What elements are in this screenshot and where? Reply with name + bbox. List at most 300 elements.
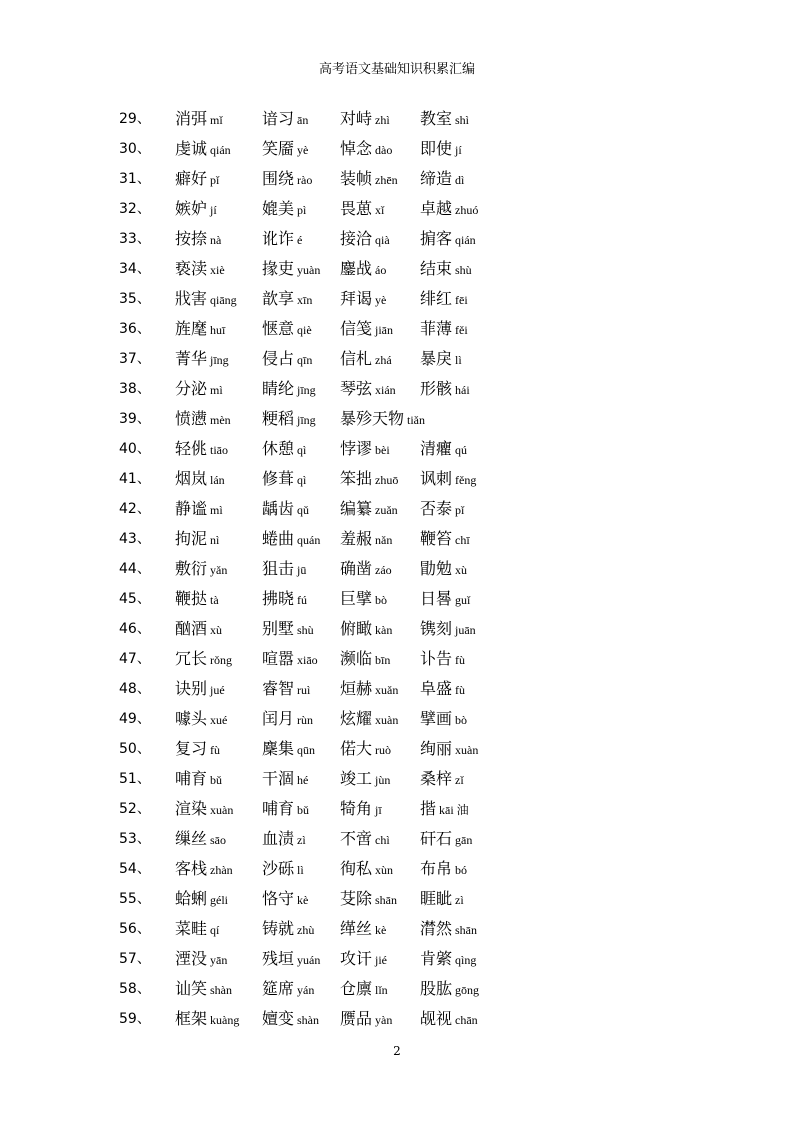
word-entry bbox=[175, 826, 226, 849]
word: 狙击 bbox=[262, 559, 295, 578]
word-entry bbox=[175, 406, 231, 429]
word: 畏葸 bbox=[340, 199, 373, 218]
word-entry bbox=[175, 736, 220, 759]
word-entry bbox=[340, 376, 396, 399]
word: 别墅 bbox=[262, 619, 295, 638]
word: 偌大 bbox=[340, 739, 373, 758]
pinyin: jí bbox=[210, 203, 217, 217]
word: 悖谬 bbox=[340, 439, 373, 458]
word: 巨擘 bbox=[340, 589, 373, 608]
list-item bbox=[0, 524, 794, 554]
word: 编纂 bbox=[340, 499, 373, 518]
word-entry bbox=[340, 526, 392, 549]
pinyin: pǐ bbox=[210, 173, 220, 187]
list-item bbox=[0, 284, 794, 314]
item-number: 55、 bbox=[119, 891, 151, 907]
word: 菲薄 bbox=[420, 319, 453, 338]
word: 讽刺 bbox=[420, 469, 453, 488]
word-entry bbox=[340, 766, 390, 789]
word-entry bbox=[420, 466, 476, 489]
item-number: 52、 bbox=[119, 801, 151, 817]
list-item bbox=[0, 164, 794, 194]
word-entry bbox=[420, 256, 472, 279]
pinyin: tiāo bbox=[210, 443, 229, 457]
pinyin: áo bbox=[375, 263, 387, 277]
word: 媲美 bbox=[262, 199, 295, 218]
word: 嫉妒 bbox=[175, 199, 208, 218]
word: 笑靥 bbox=[262, 139, 295, 158]
pinyin: qián bbox=[455, 233, 476, 247]
word: 休憩 bbox=[262, 439, 295, 458]
pinyin: guǐ bbox=[455, 593, 471, 607]
word-entry bbox=[262, 496, 309, 519]
pinyin: fěi bbox=[455, 323, 468, 337]
word-entry bbox=[420, 946, 476, 969]
pinyin: zhì bbox=[375, 113, 390, 127]
pinyin: tiǎn bbox=[407, 413, 426, 427]
word-entry bbox=[340, 826, 390, 849]
word-entry bbox=[175, 196, 217, 219]
word: 鞭挞 bbox=[175, 589, 208, 608]
pinyin: qì bbox=[297, 443, 307, 457]
word-entry bbox=[420, 316, 468, 339]
word: 教室 bbox=[420, 109, 453, 128]
pinyin: shù bbox=[297, 623, 314, 637]
pinyin: é bbox=[297, 233, 303, 247]
pinyin: quán bbox=[297, 533, 321, 547]
word: 消弭 bbox=[175, 109, 208, 128]
word-entry bbox=[175, 586, 219, 609]
word-entry bbox=[420, 916, 477, 939]
word: 鏖战 bbox=[340, 259, 373, 278]
pinyin: shān bbox=[375, 893, 398, 907]
word-entry bbox=[420, 286, 468, 309]
pinyin: ruì bbox=[297, 683, 311, 697]
pinyin: lì bbox=[297, 863, 304, 877]
item-number: 39、 bbox=[119, 411, 151, 427]
word: 确凿 bbox=[340, 559, 373, 578]
word-entry bbox=[262, 556, 306, 579]
pinyin: kè bbox=[375, 923, 387, 937]
list-item bbox=[0, 944, 794, 974]
word-entry bbox=[420, 676, 465, 699]
list-item bbox=[0, 854, 794, 884]
word-entry bbox=[420, 226, 476, 249]
word: 惬意 bbox=[262, 319, 295, 338]
word: 复习 bbox=[175, 739, 208, 758]
pinyin: fù bbox=[455, 683, 466, 697]
word: 按捺 bbox=[175, 229, 208, 248]
word: 讹诈 bbox=[262, 229, 295, 248]
word-entry bbox=[262, 286, 312, 309]
list-item bbox=[0, 134, 794, 164]
pinyin: jiān bbox=[375, 323, 394, 337]
word: 即使 bbox=[420, 139, 453, 158]
word-entry bbox=[340, 316, 393, 339]
word: 绚丽 bbox=[420, 739, 453, 758]
word-entry bbox=[340, 166, 398, 189]
pinyin: zǐ bbox=[455, 773, 464, 787]
item-number: 41、 bbox=[119, 471, 151, 487]
pinyin: lǐn bbox=[375, 983, 388, 997]
list-item bbox=[0, 104, 794, 134]
pinyin: xuàn bbox=[375, 713, 399, 727]
pinyin: qìng bbox=[455, 953, 477, 967]
word: 戕害 bbox=[175, 289, 208, 308]
pinyin: lán bbox=[210, 473, 225, 487]
vocab-list bbox=[0, 104, 794, 1034]
list-item bbox=[0, 674, 794, 704]
pinyin: fù bbox=[210, 743, 221, 757]
word-entry bbox=[175, 916, 219, 939]
pinyin: fú bbox=[297, 593, 308, 607]
word: 蛤蜊 bbox=[175, 889, 208, 908]
list-item bbox=[0, 224, 794, 254]
pinyin: qūn bbox=[297, 743, 316, 757]
list-item bbox=[0, 584, 794, 614]
pinyin: xiè bbox=[210, 263, 225, 277]
pinyin: gōng bbox=[455, 983, 480, 997]
list-item bbox=[0, 434, 794, 464]
word: 拘泥 bbox=[175, 529, 208, 548]
item-number: 29、 bbox=[119, 111, 151, 127]
word-entry bbox=[175, 646, 232, 669]
word-entry bbox=[262, 916, 314, 939]
word: 干涸 bbox=[262, 769, 295, 788]
word-entry bbox=[262, 196, 306, 219]
pinyin: juān bbox=[455, 623, 476, 637]
word: 暴殄天物 bbox=[340, 409, 405, 428]
word: 徇私 bbox=[340, 859, 373, 878]
pinyin: gān bbox=[455, 833, 473, 847]
item-number: 48、 bbox=[119, 681, 151, 697]
pinyin: xuàn bbox=[210, 803, 234, 817]
pinyin: zuǎn bbox=[375, 503, 398, 517]
pinyin: qià bbox=[375, 233, 390, 247]
pinyin: xù bbox=[455, 563, 468, 577]
word-entry bbox=[262, 346, 312, 369]
word: 装帧 bbox=[340, 169, 373, 188]
pinyin: géli bbox=[210, 893, 229, 907]
word: 亵渎 bbox=[175, 259, 208, 278]
word-entry bbox=[262, 526, 320, 549]
pinyin: nà bbox=[210, 233, 222, 247]
word-entry bbox=[262, 226, 302, 249]
word: 缔造 bbox=[420, 169, 453, 188]
word: 缂丝 bbox=[340, 919, 373, 938]
list-item bbox=[0, 734, 794, 764]
word: 濒临 bbox=[340, 649, 373, 668]
word-entry bbox=[420, 346, 462, 369]
pinyin: jīng bbox=[297, 413, 316, 427]
word-entry bbox=[262, 586, 307, 609]
word: 敷衍 bbox=[175, 559, 208, 578]
word-entry bbox=[262, 256, 320, 279]
item-number: 59、 bbox=[119, 1011, 151, 1027]
word-entry bbox=[262, 436, 306, 459]
pinyin: qì bbox=[297, 473, 307, 487]
item-number: 51、 bbox=[119, 771, 151, 787]
word: 静谧 bbox=[175, 499, 208, 518]
word: 嬗变 bbox=[262, 1009, 295, 1028]
item-number: 37、 bbox=[119, 351, 151, 367]
word-entry bbox=[262, 826, 306, 849]
word-entry bbox=[340, 946, 387, 969]
pinyin: kàn bbox=[375, 623, 393, 637]
pinyin: qián bbox=[210, 143, 231, 157]
word: 掾吏 bbox=[262, 259, 295, 278]
list-item bbox=[0, 884, 794, 914]
pinyin: zhàn bbox=[210, 863, 233, 877]
word: 睿智 bbox=[262, 679, 295, 698]
word-entry bbox=[175, 376, 223, 399]
word: 潸然 bbox=[420, 919, 453, 938]
word-entry bbox=[420, 736, 478, 759]
word-entry bbox=[175, 616, 222, 639]
pinyin: dì bbox=[455, 173, 465, 187]
word-entry bbox=[420, 886, 464, 909]
word: 虔诚 bbox=[175, 139, 208, 158]
pinyin: yuàn bbox=[297, 263, 321, 277]
word: 擘画 bbox=[420, 709, 453, 728]
word-entry bbox=[175, 856, 233, 879]
word: 对峙 bbox=[340, 109, 373, 128]
word-entry bbox=[340, 136, 392, 159]
pinyin: mì bbox=[210, 503, 223, 517]
word: 冗长 bbox=[175, 649, 208, 668]
pinyin: yuán bbox=[297, 953, 321, 967]
word: 掮客 bbox=[420, 229, 453, 248]
pinyin: chān bbox=[455, 1013, 478, 1027]
item-number: 40、 bbox=[119, 441, 151, 457]
word-entry bbox=[175, 796, 233, 819]
word: 喧嚣 bbox=[262, 649, 295, 668]
list-item bbox=[0, 194, 794, 224]
pinyin: shàn bbox=[297, 1013, 320, 1027]
word: 酗酒 bbox=[175, 619, 208, 638]
word-entry bbox=[340, 286, 386, 309]
list-item bbox=[0, 764, 794, 794]
word: 揩 bbox=[420, 799, 437, 818]
pinyin: jī bbox=[375, 803, 382, 817]
word-entry bbox=[262, 796, 309, 819]
word: 粳稻 bbox=[262, 409, 295, 428]
word-entry bbox=[420, 826, 472, 849]
pinyin: xuǎn bbox=[375, 683, 399, 697]
word: 蜷曲 bbox=[262, 529, 295, 548]
word: 恪守 bbox=[262, 889, 295, 908]
pinyin: zhēn bbox=[375, 173, 398, 187]
word: 股肱 bbox=[420, 979, 453, 998]
word-entry bbox=[175, 136, 231, 159]
pinyin: huī bbox=[210, 323, 226, 337]
word-entry bbox=[420, 196, 478, 219]
word: 麇集 bbox=[262, 739, 295, 758]
pinyin: zhá bbox=[375, 353, 392, 367]
pinyin: jí bbox=[455, 143, 462, 157]
item-number: 53、 bbox=[119, 831, 151, 847]
pinyin: pǐ bbox=[455, 503, 465, 517]
pinyin: mǐ bbox=[210, 113, 223, 127]
pinyin: bèi bbox=[375, 443, 390, 457]
list-item bbox=[0, 644, 794, 674]
pinyin: zhù bbox=[297, 923, 315, 937]
word-entry bbox=[262, 106, 308, 129]
word: 赝品 bbox=[340, 1009, 373, 1028]
word: 日晷 bbox=[420, 589, 453, 608]
word-entry bbox=[420, 556, 467, 579]
word: 桑梓 bbox=[420, 769, 453, 788]
word-entry bbox=[340, 556, 392, 579]
word: 暴戾 bbox=[420, 349, 453, 368]
word: 结束 bbox=[420, 259, 453, 278]
item-number: 36、 bbox=[119, 321, 151, 337]
pinyin: yè bbox=[297, 143, 309, 157]
item-number: 50、 bbox=[119, 741, 151, 757]
pinyin: yàn bbox=[375, 1013, 393, 1027]
item-number: 35、 bbox=[119, 291, 151, 307]
word-entry bbox=[340, 736, 391, 759]
word: 羞赧 bbox=[340, 529, 373, 548]
pinyin: hái bbox=[455, 383, 470, 397]
word: 阜盛 bbox=[420, 679, 453, 698]
word-entry bbox=[175, 676, 225, 699]
word-entry bbox=[340, 496, 398, 519]
word: 炫耀 bbox=[340, 709, 373, 728]
word: 清癯 bbox=[420, 439, 453, 458]
item-number: 54、 bbox=[119, 861, 151, 877]
word-entry bbox=[175, 106, 223, 129]
word-entry bbox=[175, 886, 228, 909]
pinyin: shān bbox=[455, 923, 478, 937]
item-number: 31、 bbox=[119, 171, 151, 187]
word: 攻讦 bbox=[340, 949, 373, 968]
word: 勖勉 bbox=[420, 559, 453, 578]
word-entry bbox=[175, 316, 225, 339]
word: 哺育 bbox=[262, 799, 295, 818]
word: 仓廪 bbox=[340, 979, 373, 998]
word-entry bbox=[420, 616, 476, 639]
pinyin: hé bbox=[297, 773, 309, 787]
word-entry bbox=[340, 856, 393, 879]
list-item bbox=[0, 404, 794, 434]
pinyin: kuàng bbox=[210, 1013, 240, 1027]
word-entry bbox=[262, 406, 316, 429]
word: 侵占 bbox=[262, 349, 295, 368]
word-entry bbox=[262, 646, 318, 669]
pinyin: jīng bbox=[297, 383, 316, 397]
pinyin: jùn bbox=[375, 773, 391, 787]
pinyin: yán bbox=[297, 983, 315, 997]
pinyin: sāo bbox=[210, 833, 227, 847]
item-number: 38、 bbox=[119, 381, 151, 397]
word: 不啻 bbox=[340, 829, 373, 848]
pinyin: xué bbox=[210, 713, 228, 727]
word: 歆享 bbox=[262, 289, 295, 308]
pinyin: bǔ bbox=[210, 773, 223, 787]
pinyin: bǔ bbox=[297, 803, 310, 817]
word-entry bbox=[262, 736, 315, 759]
word-entry bbox=[262, 706, 313, 729]
word-entry bbox=[420, 706, 467, 729]
pinyin: bò bbox=[375, 593, 388, 607]
word-entry bbox=[340, 1006, 392, 1029]
list-item bbox=[0, 254, 794, 284]
pinyin: shì bbox=[455, 113, 470, 127]
pinyin: nì bbox=[210, 533, 220, 547]
pinyin: zhuō bbox=[375, 473, 399, 487]
item-number: 58、 bbox=[119, 981, 151, 997]
pinyin: lì bbox=[455, 353, 462, 367]
word-entry bbox=[175, 976, 232, 999]
list-item bbox=[0, 464, 794, 494]
pinyin: zì bbox=[297, 833, 306, 847]
word-entry bbox=[340, 616, 392, 639]
item-number: 32、 bbox=[119, 201, 151, 217]
word-entry bbox=[340, 916, 386, 939]
word: 客栈 bbox=[175, 859, 208, 878]
word-entry bbox=[262, 1006, 319, 1029]
word: 渲染 bbox=[175, 799, 208, 818]
word: 分泌 bbox=[175, 379, 208, 398]
pinyin: qí bbox=[210, 923, 220, 937]
word-entry bbox=[340, 706, 398, 729]
pinyin: fěng bbox=[455, 473, 477, 487]
word-entry bbox=[420, 526, 470, 549]
page-number: 2 bbox=[393, 1044, 401, 1058]
word: 睚眦 bbox=[420, 889, 453, 908]
word: 俯瞰 bbox=[340, 619, 373, 638]
word: 诀别 bbox=[175, 679, 208, 698]
pinyin: xù bbox=[210, 623, 223, 637]
pinyin: chī bbox=[455, 533, 470, 547]
item-number: 30、 bbox=[119, 141, 151, 157]
word-entry bbox=[340, 466, 398, 489]
word-entry bbox=[420, 436, 467, 459]
word-entry bbox=[262, 856, 304, 879]
word: 残垣 bbox=[262, 949, 295, 968]
word-entry bbox=[420, 586, 470, 609]
word-entry bbox=[340, 226, 390, 249]
item-number: 46、 bbox=[119, 621, 151, 637]
pinyin: rùn bbox=[297, 713, 314, 727]
word-entry bbox=[420, 766, 464, 789]
word-entry bbox=[340, 406, 425, 429]
word: 绯红 bbox=[420, 289, 453, 308]
item-number: 57、 bbox=[119, 951, 151, 967]
word: 琴弦 bbox=[340, 379, 373, 398]
list-item bbox=[0, 704, 794, 734]
word-entry bbox=[262, 376, 316, 399]
word: 缫丝 bbox=[175, 829, 208, 848]
pinyin: rǒng bbox=[210, 653, 233, 667]
item-number: 44、 bbox=[119, 561, 151, 577]
pinyin: xián bbox=[375, 383, 396, 397]
pinyin: mì bbox=[210, 383, 223, 397]
word: 湮没 bbox=[175, 949, 208, 968]
word: 觇视 bbox=[420, 1009, 453, 1028]
word-entry bbox=[420, 136, 462, 159]
list-item bbox=[0, 344, 794, 374]
word-entry bbox=[340, 196, 384, 219]
pinyin: kè bbox=[297, 893, 309, 907]
word-entry bbox=[262, 166, 312, 189]
word-entry bbox=[175, 256, 225, 279]
word-entry bbox=[262, 316, 312, 339]
pinyin: yān bbox=[210, 953, 228, 967]
word: 轻佻 bbox=[175, 439, 208, 458]
word-entry bbox=[175, 436, 228, 459]
